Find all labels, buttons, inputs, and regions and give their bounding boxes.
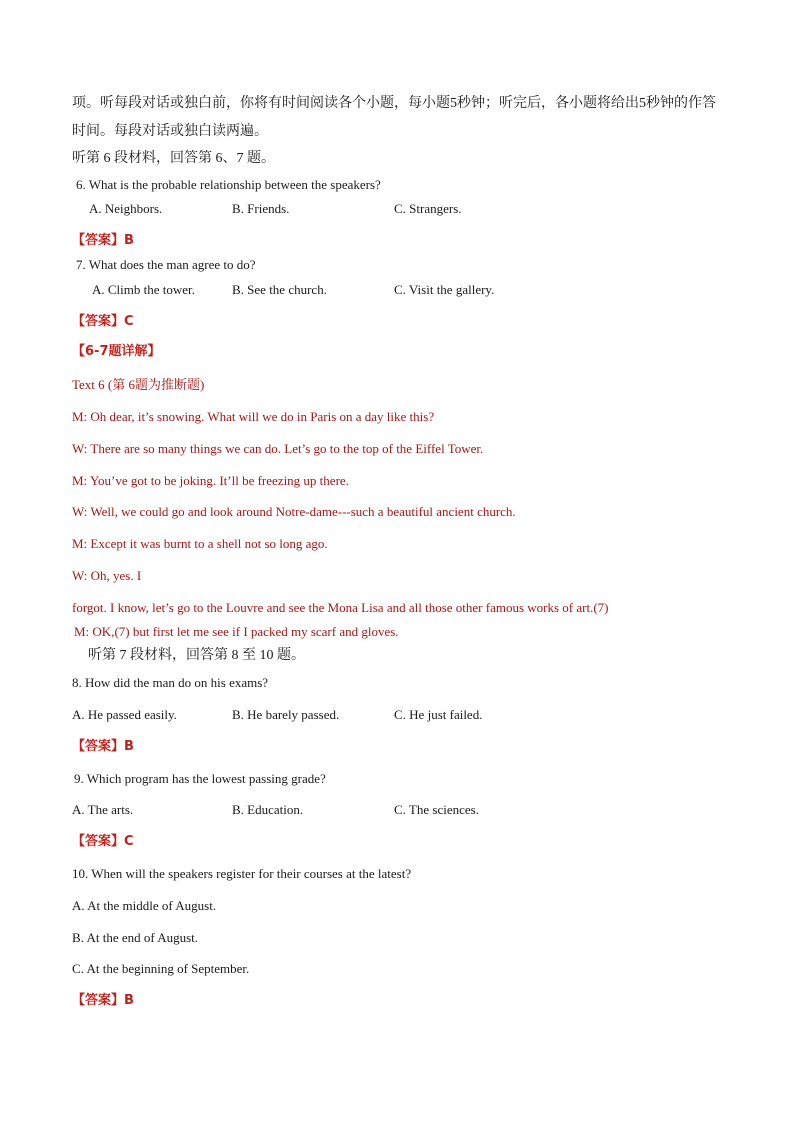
answer-value: C — [124, 834, 134, 849]
q9-option-a: A. The arts. — [72, 802, 134, 817]
q6-option-b: B. Friends. — [232, 201, 290, 216]
q7-option-a: A. Climb the tower. — [92, 282, 195, 297]
answer-tag: 【答案】 — [72, 314, 125, 329]
dialogue-line-7: forgot. I know, let’s go to the Louvre and see the Mona Lisa and all those other famous works of art.(7) — [72, 600, 609, 615]
dialogue-line-1: M: Oh dear, it’s snowing. What will we do in Paris on a day like this? — [72, 409, 435, 424]
question-9: 9. Which program has the lowest passing grade? — [74, 771, 326, 786]
q6-option-c: C. Strangers. — [394, 201, 462, 216]
dialogue-line-5: M: Except it was burnt to a shell not so long ago. — [72, 536, 328, 551]
instructions-line-2: 时间。每段对话或独白读两遍。 — [72, 124, 268, 139]
section-6-heading: 听第 6 段材料，回答第 6、7 题。 — [72, 151, 275, 166]
question-6: 6. What is the probable relationship between the speakers? — [76, 177, 381, 192]
question-8: 8. How did the man do on his exams? — [72, 675, 269, 690]
q7-option-b: B. See the church. — [232, 282, 327, 297]
question-7: 7. What does the man agree to do? — [76, 257, 256, 272]
dialogue-line-4: W: Well, we could go and look around Notre-dame---such a beautiful ancient church. — [72, 504, 516, 519]
q6-answer — [72, 232, 134, 249]
answer-tag: 【答案】 — [72, 233, 125, 248]
q9-option-b: B. Education. — [232, 802, 304, 817]
answer-tag: 【答案】 — [72, 993, 125, 1008]
q10-option-b: B. At the end of August. — [72, 930, 199, 945]
dialogue-line-2: W: There are so many things we can do. Let’s go to the top of the Eiffel Tower. — [72, 441, 484, 456]
q9-option-c: C. The sciences. — [394, 802, 479, 817]
q8-answer — [72, 738, 134, 755]
answer-value: B — [124, 739, 134, 754]
section-7-heading: 听第 7 段材料，回答第 8 至 10 题。 — [88, 648, 305, 663]
dialogue-line-6: W: Oh, yes. I — [72, 568, 142, 583]
q7-answer — [72, 313, 134, 330]
explanation-title: 【6-7题详解】 — [72, 344, 161, 359]
q8-option-c: C. He just failed. — [394, 707, 483, 722]
text-6-label: Text 6 (第 6题为推断题) — [72, 377, 205, 392]
q6-option-a: A. Neighbors. — [89, 201, 163, 216]
answer-value: B — [124, 993, 134, 1008]
q8-option-b: B. He barely passed. — [232, 707, 340, 722]
answer-value: B — [124, 233, 134, 248]
q10-option-c: C. At the beginning of September. — [72, 961, 250, 976]
q7-option-c: C. Visit the gallery. — [394, 282, 495, 297]
question-10: 10. When will the speakers register for their courses at the latest? — [72, 866, 412, 881]
answer-value: C — [124, 314, 134, 329]
q8-option-a: A. He passed easily. — [72, 707, 177, 722]
answer-tag: 【答案】 — [72, 834, 125, 849]
q10-answer — [72, 992, 134, 1009]
dialogue-line-8: M: OK,(7) but first let me see if I packed my scarf and gloves. — [74, 624, 399, 639]
dialogue-line-3: M: You’ve got to be joking. It’ll be freezing up there. — [72, 473, 349, 488]
q9-answer — [72, 833, 134, 850]
answer-tag: 【答案】 — [72, 739, 125, 754]
q10-option-a: A. At the middle of August. — [72, 898, 217, 913]
instructions-line-1: 项。听每段对话或独白前，你将有时间阅读各个小题，每小题5秒钟；听完后，各小题将给出5秒钟的作答 — [72, 96, 716, 111]
